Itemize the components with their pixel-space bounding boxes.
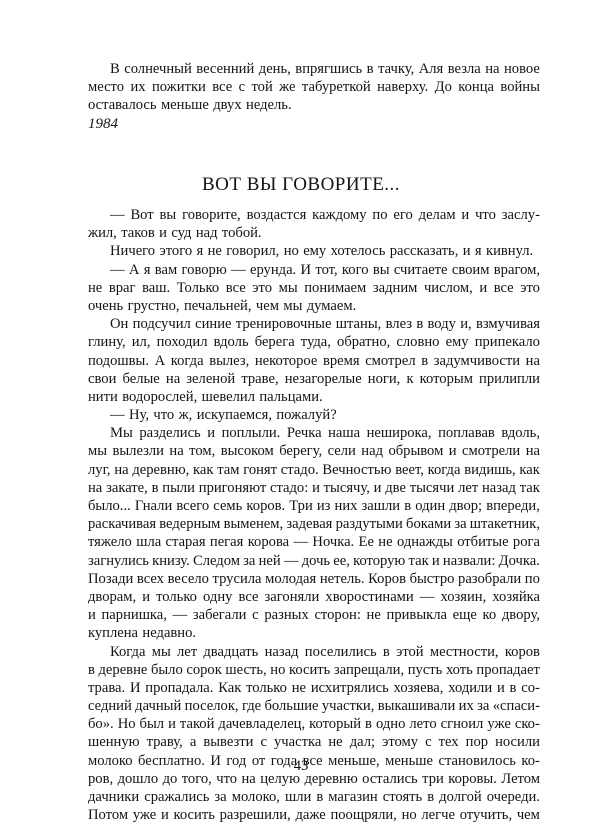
text-line: куплена недавно. xyxy=(88,625,197,642)
text-line: Мы разделись и поплыли. Речка наша неширока, поплавав вдоль, xyxy=(110,425,540,442)
text-line: трава. И пропадала. Как только не исхитрялись хозяева, ходили и в со- xyxy=(88,679,540,696)
text-line: место их пожитки все с той же табуреткой наверху. До конца войны xyxy=(88,79,540,96)
text-line: Потом уже и косить разрешили, даже поощряли, но легче отучить, чем xyxy=(88,807,540,824)
text-line: Он подсучил синие тренировочные штаны, влез в воду и, взмучивая xyxy=(110,316,540,333)
text-line: не враг ваш. Только все это мы понимаем задним числом, и все это xyxy=(88,279,540,296)
story-body xyxy=(88,206,540,824)
text-line: на закате, в пыли пригоняют стадо: и тысячу, и две тысячи лет назад так xyxy=(88,479,540,496)
text-line: шенную траву, а вывезти с участка не дал; этому с тех пор носили xyxy=(88,734,540,751)
text-line: было... Гнали всего семь коров. Три из них зашли в один двор; впереди, xyxy=(88,498,540,514)
text-line: очень грустно, печальней, чем мы думаем. xyxy=(88,297,357,314)
text-line: седний дачный поселок, где большие участки, выкашивали их за «спаси- xyxy=(88,698,540,715)
text-line: подошвы. А когда вылез, некоторое время смотрел в задумчивости на xyxy=(88,352,540,369)
text-line: нити водорослей, шевелил пальцами. xyxy=(88,388,323,405)
text-line: — Ну, что ж, искупаемся, пожалуй? xyxy=(110,407,337,424)
text-line: В солнечный весенний день, впрягшись в тачку, Аля везла на новое xyxy=(110,61,540,77)
text-line: глину, ил, походил вдоль берега туда, обратно, словно ему припекало xyxy=(88,334,540,351)
text-line: — Вот вы говорите, воздастся каждому по его делам и что заслу- xyxy=(110,207,540,223)
text-line: Когда мы лет двадцать назад поселились в этой местности, коров xyxy=(110,643,540,660)
text-line: Позади всех весело трусила молодая нетель. Коров быстро разобрали по xyxy=(88,570,540,587)
text-line: Ничего этого я не говорил, но ему хотелось рассказать, и я кивнул. xyxy=(110,243,534,260)
text-line: тяжело шла старая пегая корова — Ночка. Ее не однажды отбитые рога xyxy=(88,534,540,551)
text-line: дворам, и только одну все загоняли хворостинами — хозяин, хозяйка xyxy=(88,588,540,605)
text-line: загнулись книзу. Следом за ней — дочь ее, которую так и назвали: Дочка. xyxy=(88,552,540,569)
text-line: в деревне было сорок шесть, но косить запрещали, пусть хоть пропадает xyxy=(88,661,540,678)
text-line: раскачивая ведерным выменем, задевая раздутыми боками за штакетник, xyxy=(88,516,540,533)
text-line: ров, дошло до того, что на целую деревню остались три коровы. Летом xyxy=(88,770,540,787)
text-line: оставалось меньше двух недель. xyxy=(88,97,292,114)
text-line: — А я вам говорю — ерунда. И тот, кого вы считаете своим врагом, xyxy=(110,261,540,278)
story-title: ВОТ ВЫ ГОВОРИТЕ... xyxy=(201,174,401,195)
text-line: и парнишка, — забегали с разных сторон: не привыкла еще ко двору, xyxy=(88,607,540,624)
text-line: луг, на деревню, как там гонят стадо. Вечностью веет, когда видишь, как xyxy=(88,461,540,478)
date-line: 1984 xyxy=(88,116,118,132)
text-line: мы вылезли на том, высоком берегу, сели над обрывом и смотрели на xyxy=(88,443,540,460)
intro-paragraph xyxy=(88,60,540,115)
text-line: жил, таков и суд над тобой. xyxy=(88,225,262,242)
page-number: 43 xyxy=(293,758,309,774)
text-line: молоко бесплатно. И год от года все меньше, меньше становилось ко- xyxy=(88,752,540,769)
text-line: дачники сражались за молоко, шли в магазин стоять в долгой очереди. xyxy=(88,789,540,805)
text-line: бо». Но был и такой дачевладелец, который в одно лето сгноил уже ско- xyxy=(88,716,540,733)
text-line: свои белые на зеленой траве, незагорелые ноги, к которым прилипли xyxy=(88,370,540,387)
